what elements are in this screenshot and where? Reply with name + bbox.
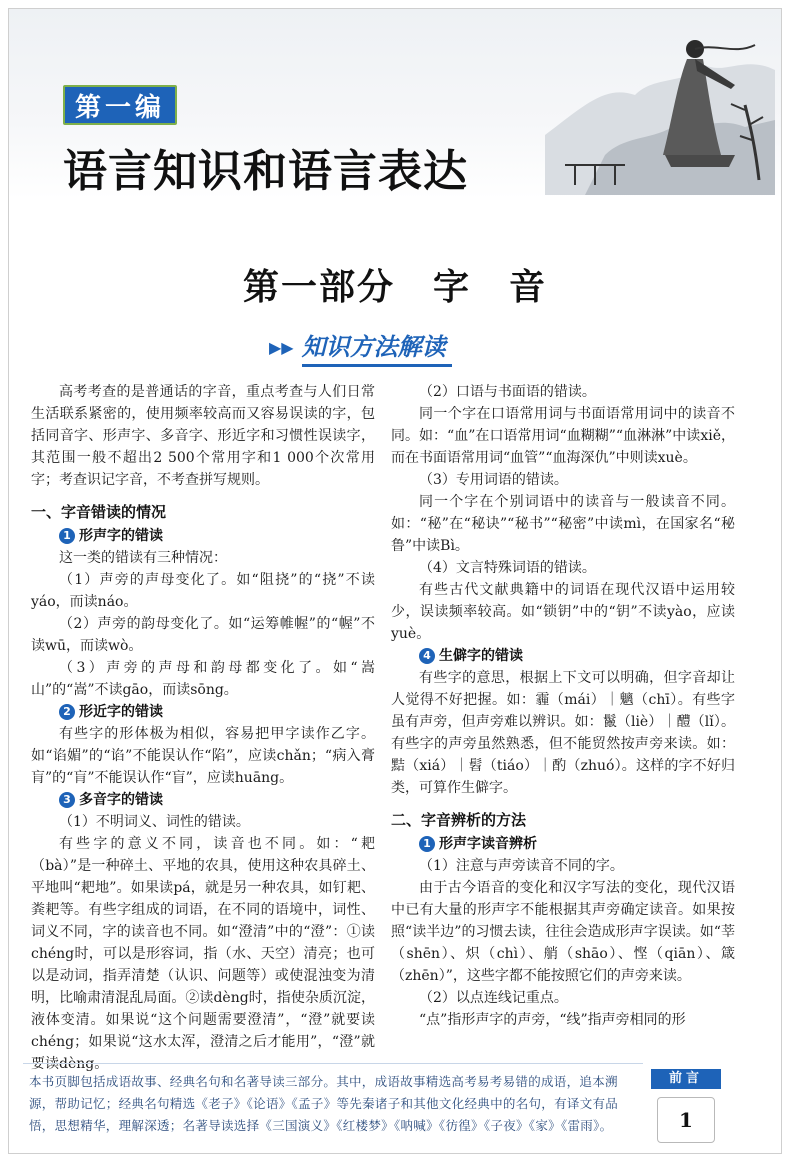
page-number: 1 [657, 1097, 715, 1143]
left-column [31, 381, 375, 1075]
paragraph: 由于古今语音的变化和汉字写法的变化，现代汉语中已有大量的形声字不能根据其声旁确定读音。如果按照“读半边”的习惯去读，往往会造成形声字误读。如“莘（shēn）、炽（chì）、艄（shāo）、悭（qiān）、箴（zhēn）”，这些字都不能按照它们的声旁来读。 [391, 880, 735, 984]
page-footer [9, 1063, 781, 1153]
ink-painting-figure-illustration [545, 15, 775, 195]
paragraph: 有些古代文献典籍中的词语在现代汉语中运用较少，误读频率较高。如“锁钥”中的“钥”不读yào，应读yuè。 [391, 582, 735, 642]
paragraph: 高考考查的是普通话的字音，重点考查与人们日常生活联系紧密的，使用频率较高而又容易误读的字，包括同音字、形声字、多音字、形近字和习惯性误读字，其范围一般不超出2 500个常用字和1 000个次常用字；考查识记字音，不考查拼写规则。 [31, 384, 375, 488]
paragraph: 同一个字在口语常用词与书面语常用词中的读音不同。如：“血”在口语常用词“血糊糊”“血淋淋”中读xiě，而在书面语常用词“血管”“血海深仇”中则读xuè。 [391, 406, 735, 466]
numbered-badge-icon: 4 [419, 648, 435, 664]
paragraph: （1）不明词义、词性的错读。 [59, 814, 250, 830]
paragraph: （2）口语与书面语的错读。 [419, 384, 596, 400]
footer-section-tag: 前言 [651, 1069, 721, 1089]
section-heading: 二、字音辨析的方法 [391, 811, 527, 829]
paragraph: （2）以点连线记重点。 [419, 990, 568, 1006]
section-banner-text: 知识方法解读 [302, 327, 452, 367]
part-title: 第一部分 字 音 [242, 266, 547, 308]
footer-note: 本书页脚包括成语故事、经典名句和名著导读三部分。其中，成语故事精选高考易考易错的成语，追本溯源，帮助记忆；经典名句精选《老子》《论语》《孟子》等先秦诸子和其他文化经典中的名句，有译文有品悟，思想精华，理解深透；名著导读选择《三国演义》《红楼梦》《呐喊》《彷徨》《子夜》《家》《雷雨》。 [29, 1074, 619, 1133]
numbered-badge-icon: 1 [419, 836, 435, 852]
subsection-heading-text: 生僻字的错读 [439, 648, 523, 664]
footer-divider [23, 1063, 643, 1064]
numbered-badge-icon: 2 [59, 704, 75, 720]
numbered-badge-icon: 3 [59, 792, 75, 808]
subsection-heading [59, 525, 375, 547]
right-column [391, 381, 735, 1031]
subsection-heading-text: 形近字的错读 [79, 704, 163, 720]
paragraph: （2）声旁的韵母变化了。如“运筹帷幄”的“幄”不读wū，而读wò。 [31, 616, 375, 654]
book-section-tag [63, 85, 177, 125]
book-section-title: 语言知识和语言表达 [63, 146, 468, 197]
subsection-heading [419, 645, 735, 667]
chapter-header [9, 9, 781, 199]
section-banner [269, 327, 452, 367]
subsection-heading-text: 形声字读音辨析 [439, 836, 537, 852]
paragraph: （1）注意与声旁读音不同的字。 [419, 858, 624, 874]
paragraph: （3）专用词语的错读。 [419, 472, 568, 488]
paragraph: 同一个字在个别词语中的读音与一般读音不同。如：“秘”在“秘诀”“秘书”“秘密”中读mì，在国家名“秘鲁”中读Bì。 [391, 494, 735, 554]
paragraph: 这一类的错读有三种情况： [59, 550, 227, 566]
numbered-badge-icon: 1 [59, 528, 75, 544]
subsection-heading [59, 701, 375, 723]
double-arrow-icon: ▶▶ [269, 337, 294, 357]
book-section-tag-text: 第一编 [75, 92, 166, 123]
paragraph: 有些字的意义不同，读音也不同。如：“耙（bà）”是一种碎土、平地的农具，使用这种农具碎土、平地叫“耙地”。如果读pá，就是另一种农具，如钉耙、粪耙等。有些字组成的词语，在不同的语境中，词性、词义不同，字的读音也不同。如“澄清”中的“澄”：①读chéng时，可以是形容词，指（水、天空）清亮；也可以是动词，指弄清楚（认识、问题等）或使混浊变为清明，比喻肃清混乱局面。②读dèng时，指使杂质沉淀，液体变清。如果说“这个问题需要澄清”，“澄”就要读chéng；如果说“这水太浑，澄清之后才能用”，“澄”就要读dèng。 [31, 836, 375, 1072]
paragraph: 有些字的意思，根据上下文可以明确，但字音却让人觉得不好把握。如：霾（mái）｜魑（chī）。有些字虽有声旁，但声旁难以辨识。如：鬣（liè）｜醴（lǐ）。有些字的声旁虽然熟悉，但不能贸然按声旁来读。如：黠（xiá）｜髫（tiáo）｜酌（zhuó）。这样的字不好归类，可算作生僻字。 [391, 670, 735, 796]
section-heading: 一、字音错读的情况 [31, 503, 167, 521]
paragraph: （4）文言特殊词语的错读。 [419, 560, 596, 576]
paragraph: （3）声旁的声母和韵母都变化了。如“嵩山”的“嵩”不读gāo，而读sōng。 [31, 660, 375, 698]
subsection-heading-text: 多音字的错读 [79, 792, 163, 808]
paragraph: （1）声旁的声母变化了。如“阻挠”的“挠”不读yáo，而读náo。 [31, 572, 375, 610]
page [8, 8, 782, 1154]
subsection-heading [59, 789, 375, 811]
subsection-heading-text: 形声字的错读 [79, 528, 163, 544]
paragraph: “点”指形声字的声旁，“线”指声旁相同的形 [419, 1012, 686, 1028]
paragraph: 有些字的形体极为相似，容易把甲字读作乙字。如“谄媚”的“谄”不能误认作“陷”，应读chǎn；“病入膏肓”的“肓”不能误认作“盲”，应读huāng。 [31, 726, 375, 786]
subsection-heading [419, 833, 735, 855]
